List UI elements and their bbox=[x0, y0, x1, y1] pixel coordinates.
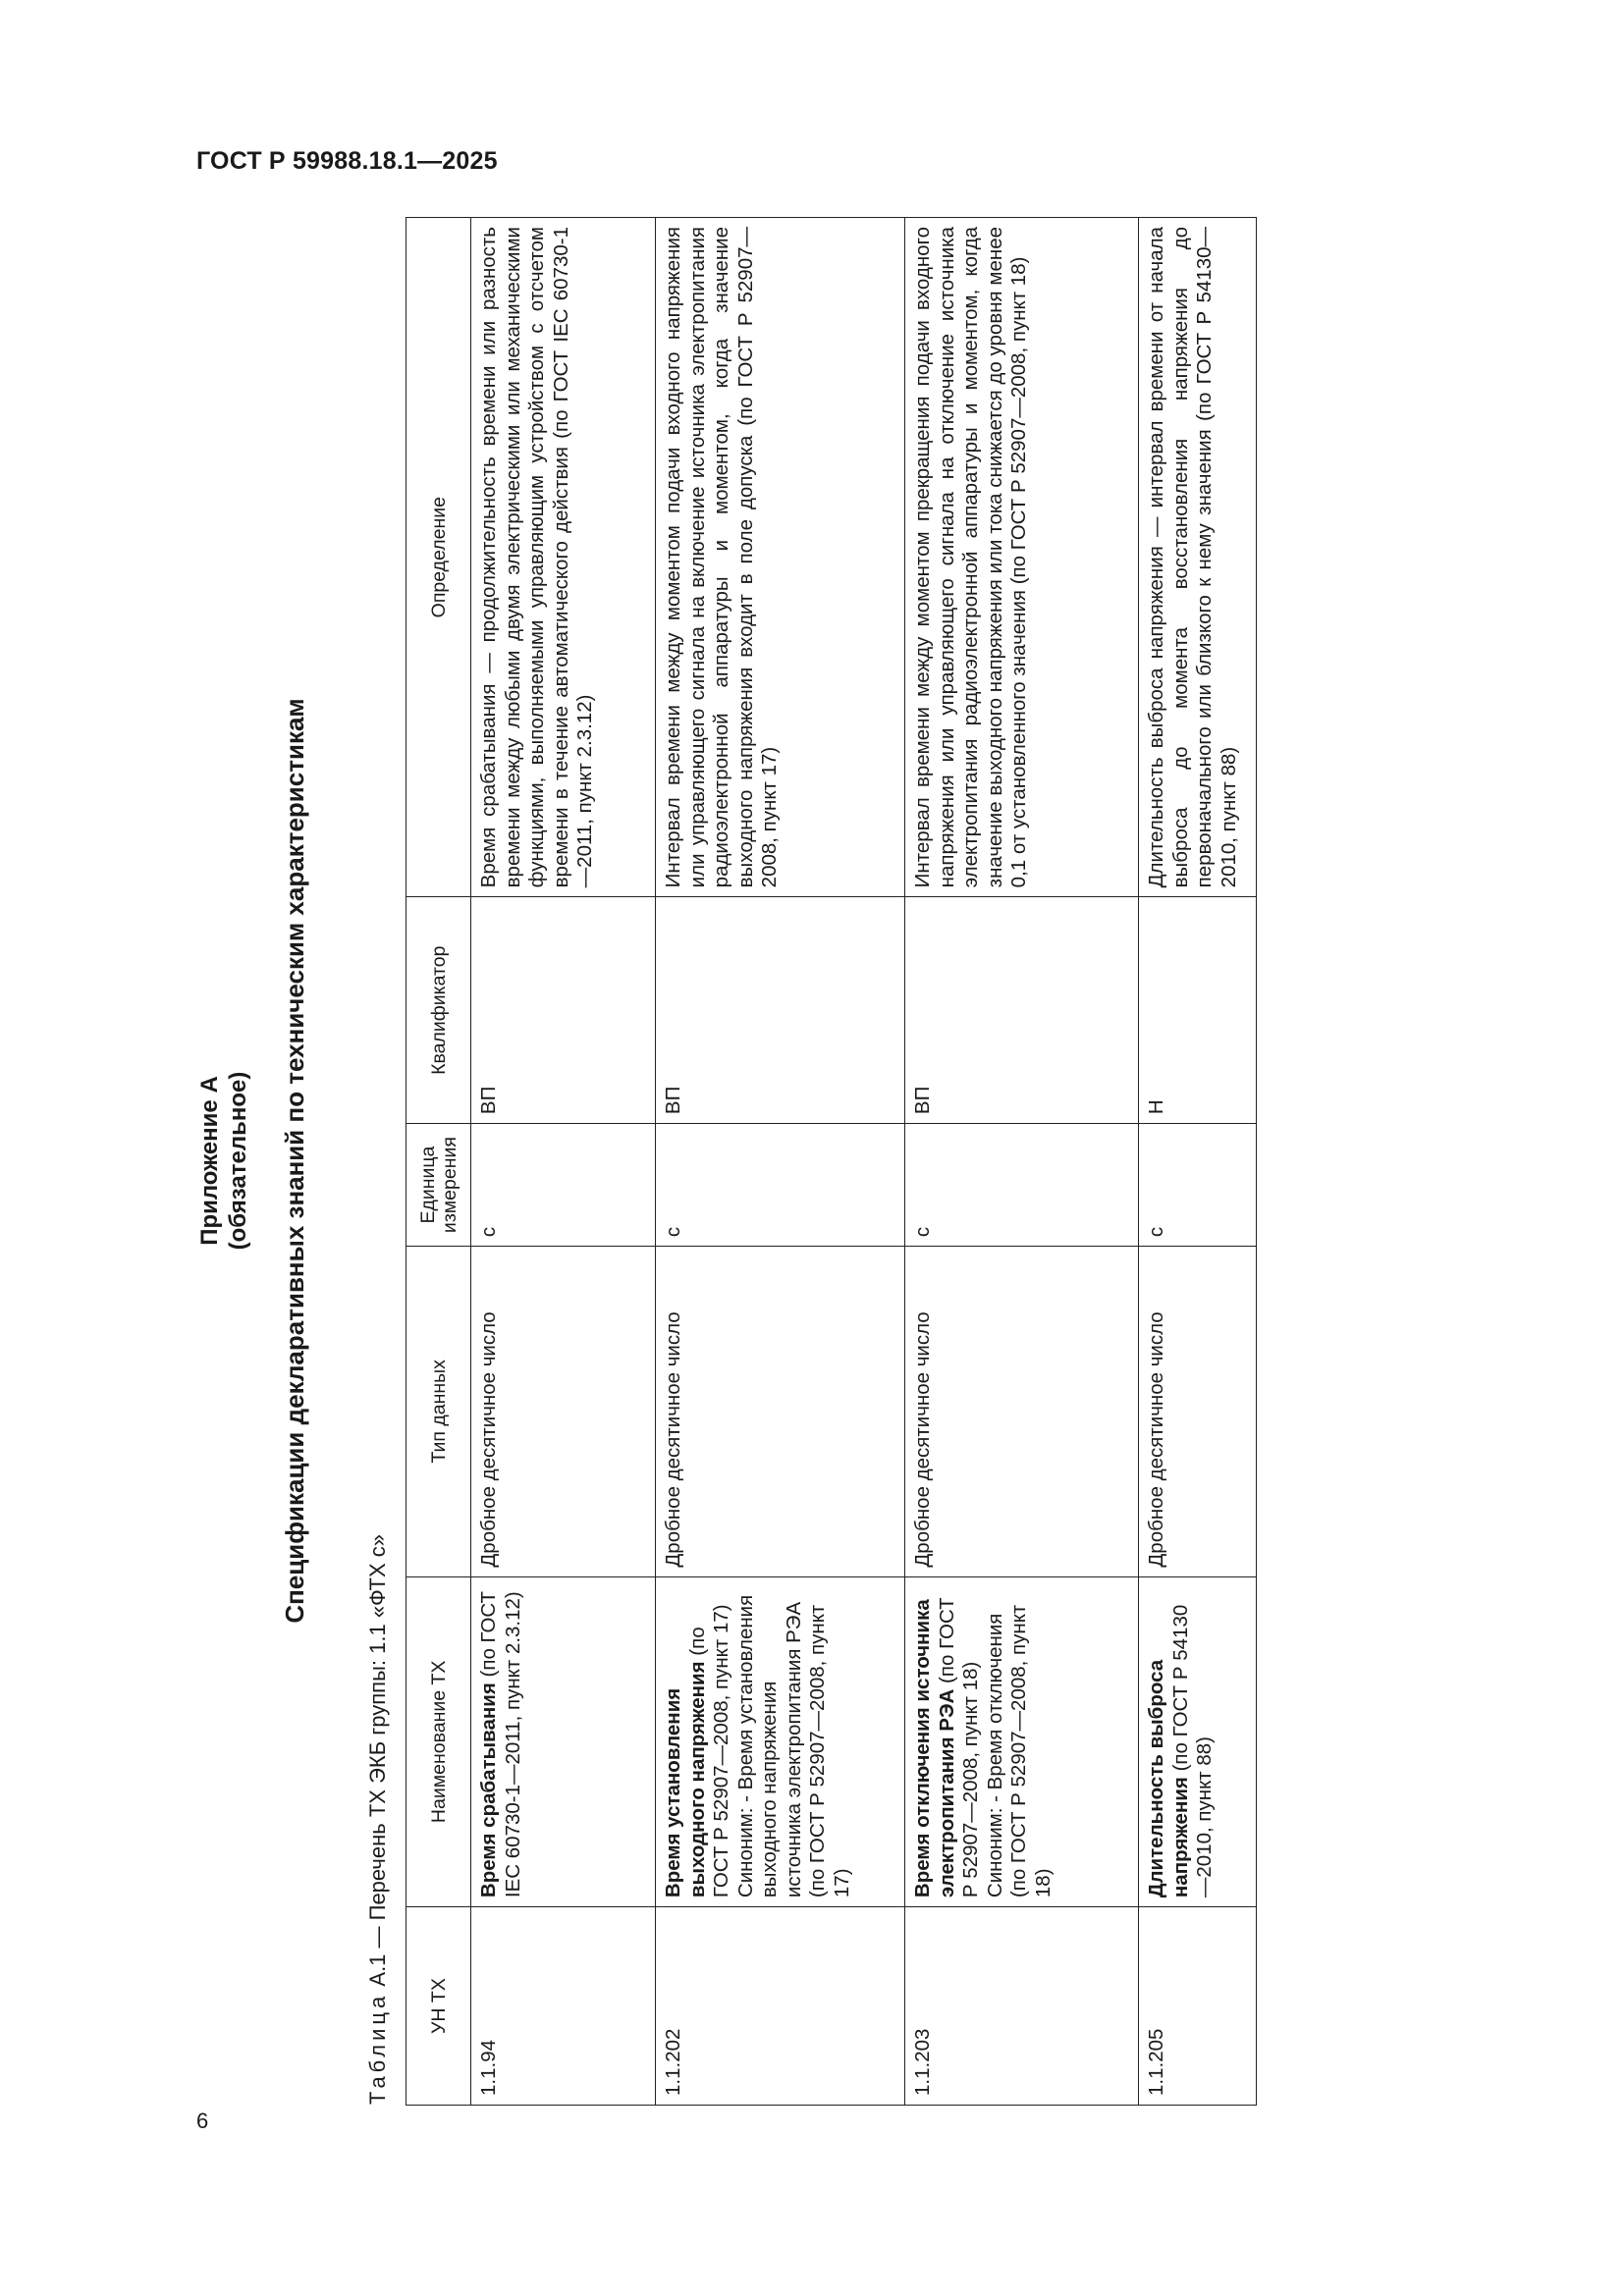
name-source: (по ГОСТ Р 52907—2008, пункт 18) Синоним: - Время отключения (по ГОСТ Р 52907—2008, пункт 18) bbox=[935, 1597, 1055, 1898]
name-title: Время установления выходного напряжения bbox=[662, 1661, 709, 1898]
name-source: (по ГОСТ Р 52907—2008, пункт 17) Синоним: - Время установления выходного напряжения источника электропитания РЭА (по ГОСТ Р 52907—2008, пункт 17) bbox=[685, 1594, 853, 1898]
cell-id: 1.1.203 bbox=[905, 1907, 1139, 2106]
page-number: 6 bbox=[196, 2109, 209, 2133]
appendix-label: Приложение А bbox=[196, 1076, 223, 1246]
cell-unit: с bbox=[1139, 1124, 1257, 1247]
cell-id: 1.1.205 bbox=[1139, 1907, 1257, 2106]
column-header-name: Наименование ТХ bbox=[406, 1576, 471, 1907]
table-row bbox=[1139, 218, 1257, 2106]
cell-data-type: Дробное десятичное число bbox=[1139, 1247, 1257, 1577]
name-source: (по ГОСТ Р 54130—2010, пункт 88) bbox=[1168, 1604, 1216, 1898]
cell-qualifier: ВП bbox=[905, 897, 1139, 1124]
cell-definition: Интервал времени между моментом подачи входного напряжения или управляющего сигнала на включение источника электропитания радиоэлектронной аппаратуры и моментом, когда значение выходного напряжения входит в поле допуска (по ГОСТ Р 52907—2008, пункт 17) bbox=[656, 218, 905, 897]
cell-data-type: Дробное десятичное число bbox=[905, 1247, 1139, 1577]
cell-unit: с bbox=[905, 1124, 1139, 1247]
cell-definition: Длительность выброса напряжения — интервал времени от начала выброса до момента восстановления напряжения до первоначального или близкого к нему значения (по ГОСТ Р 54130—2010, пункт 88) bbox=[1139, 218, 1257, 897]
column-header-id: УН ТХ bbox=[406, 1907, 471, 2106]
table-row bbox=[656, 218, 905, 2106]
column-header-qualifier: Квалификатор bbox=[406, 897, 471, 1124]
rotated-content bbox=[196, 216, 1428, 2106]
cell-qualifier: Н bbox=[1139, 897, 1257, 1124]
cell-name bbox=[471, 1576, 656, 1907]
cell-definition: Интервал времени между моментом прекращения подачи входного напряжения или управляющего сигнала на отключение источника электропитания радиоэлектронной аппаратуры и моментом, когда значение выходного напряжения или тока снижается до уровня менее 0,1 от установленного значения (по ГОСТ Р 52907—2008, пункт 18) bbox=[905, 218, 1139, 897]
name-title: Длительность выброса напряжения bbox=[1145, 1659, 1192, 1898]
name-title: Время отключения источника электропитания РЭА bbox=[911, 1599, 958, 1898]
name-title: Время срабатывания bbox=[477, 1682, 500, 1898]
appendix-type: (обязательное) bbox=[225, 1071, 251, 1251]
cell-unit: с bbox=[656, 1124, 905, 1247]
cell-data-type: Дробное десятичное число bbox=[656, 1247, 905, 1577]
appendix-title: Спецификации декларативных знаний по техническим характеристикам bbox=[280, 698, 309, 1624]
table-header-row bbox=[406, 218, 471, 2106]
cell-id: 1.1.202 bbox=[656, 1907, 905, 2106]
column-header-unit: Единица измерения bbox=[406, 1124, 471, 1247]
table-row bbox=[905, 218, 1139, 2106]
cell-name bbox=[1139, 1576, 1257, 1907]
cell-definition: Время срабатывания — продолжительность времени или разность времени между любыми двумя электрическими или механическими функциями, выполняемыми управляющим устройством с отсчетом времени в течение автоматического действия (по ГОСТ IEC 60730-1—2011, пункт 2.3.12) bbox=[471, 218, 656, 897]
cell-id: 1.1.94 bbox=[471, 1907, 656, 2106]
cell-qualifier: ВП bbox=[656, 897, 905, 1124]
column-header-definition: Определение bbox=[406, 218, 471, 897]
table-row bbox=[471, 218, 656, 2106]
table-caption-text: А.1 — Перечень ТХ ЭКБ группы: 1.1 «ФТХ с» bbox=[365, 1533, 390, 1987]
cell-qualifier: ВП bbox=[471, 897, 656, 1124]
document-code: ГОСТ Р 59988.18.1—2025 bbox=[196, 147, 498, 175]
table-caption bbox=[365, 1534, 391, 2105]
spec-table bbox=[406, 217, 1257, 2106]
cell-unit: с bbox=[471, 1124, 656, 1247]
column-header-data-type: Тип данных bbox=[406, 1247, 471, 1577]
name-source: (по ГОСТ IEC 60730-1—2011, пункт 2.3.12) bbox=[477, 1590, 524, 1898]
table-caption-prefix: Таблица bbox=[365, 1992, 390, 2105]
cell-data-type: Дробное десятичное число bbox=[471, 1247, 656, 1577]
cell-name bbox=[656, 1576, 905, 1907]
cell-name bbox=[905, 1576, 1139, 1907]
